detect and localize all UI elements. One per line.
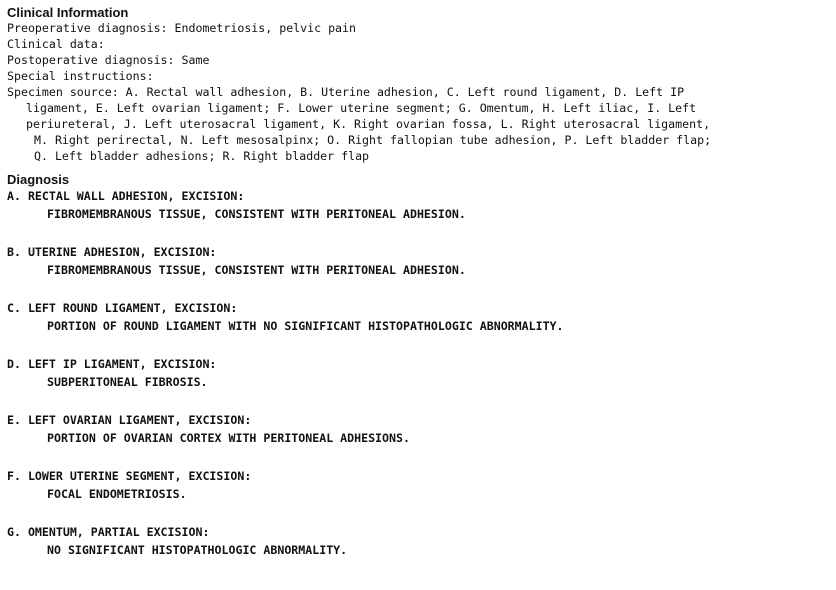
diagnosis-item-title: E. LEFT OVARIAN LIGAMENT, EXCISION:: [7, 413, 252, 427]
diagnosis-item: [7, 523, 832, 559]
special-instructions: Special instructions:: [7, 69, 154, 83]
specimen-source-line: Q. Left bladder adhesions; R. Right bladder flap: [34, 149, 370, 163]
diagnosis-item-result: FIBROMEMBRANOUS TISSUE, CONSISTENT WITH PERITONEAL ADHESION.: [47, 207, 466, 221]
clinical-information-heading: Clinical Information: [7, 5, 129, 20]
diagnosis-item-result: SUBPERITONEAL FIBROSIS.: [47, 375, 208, 389]
specimen-source: [7, 84, 832, 164]
diagnosis-item: [7, 299, 832, 335]
specimen-source-line: ligament, E. Left ovarian ligament; F. Lower uterine segment; G. Omentum, H. Left iliac, I. Left: [26, 101, 697, 115]
postoperative-diagnosis: Postoperative diagnosis: Same: [7, 53, 210, 67]
diagnosis-item-result: FOCAL ENDOMETRIOSIS.: [47, 487, 187, 501]
specimen-source-line: M. Right perirectal, N. Left mesosalpinx; O. Right fallopian tube adhesion, P. Left bladder flap;: [34, 133, 712, 147]
diagnosis-item-title: A. RECTAL WALL ADHESION, EXCISION:: [7, 189, 245, 203]
diagnosis-item-result: FIBROMEMBRANOUS TISSUE, CONSISTENT WITH PERITONEAL ADHESION.: [47, 263, 466, 277]
specimen-source-line: Specimen source: A. Rectal wall adhesion, B. Uterine adhesion, C. Left round ligament, D. Left IP: [7, 85, 685, 99]
diagnosis-item-result: PORTION OF OVARIAN CORTEX WITH PERITONEAL ADHESIONS.: [47, 431, 410, 445]
diagnosis-item-result: PORTION OF ROUND LIGAMENT WITH NO SIGNIFICANT HISTOPATHOLOGIC ABNORMALITY.: [47, 319, 564, 333]
diagnosis-item-title: B. UTERINE ADHESION, EXCISION:: [7, 245, 217, 259]
diagnosis-item: [7, 243, 832, 279]
diagnosis-item: [7, 187, 832, 223]
diagnosis-item-title: D. LEFT IP LIGAMENT, EXCISION:: [7, 357, 217, 371]
clinical-information-section: [7, 5, 832, 164]
pathology-report: [7, 5, 832, 559]
clinical-data: Clinical data:: [7, 37, 105, 51]
diagnosis-item-title: C. LEFT ROUND LIGAMENT, EXCISION:: [7, 301, 238, 315]
preoperative-diagnosis: Preoperative diagnosis: Endometriosis, pelvic pain: [7, 21, 357, 35]
diagnosis-item-title: G. OMENTUM, PARTIAL EXCISION:: [7, 525, 210, 539]
specimen-source-line: periureteral, J. Left uterosacral ligament, K. Right ovarian fossa, L. Right uterosacral ligament,: [26, 117, 711, 131]
diagnosis-item: [7, 467, 832, 503]
diagnosis-item-title: F. LOWER UTERINE SEGMENT, EXCISION:: [7, 469, 252, 483]
diagnosis-item: [7, 411, 832, 447]
diagnosis-section: [7, 172, 832, 559]
diagnosis-heading: Diagnosis: [7, 172, 70, 187]
diagnosis-item-result: NO SIGNIFICANT HISTOPATHOLOGIC ABNORMALITY.: [47, 543, 348, 557]
diagnosis-item: [7, 355, 832, 391]
